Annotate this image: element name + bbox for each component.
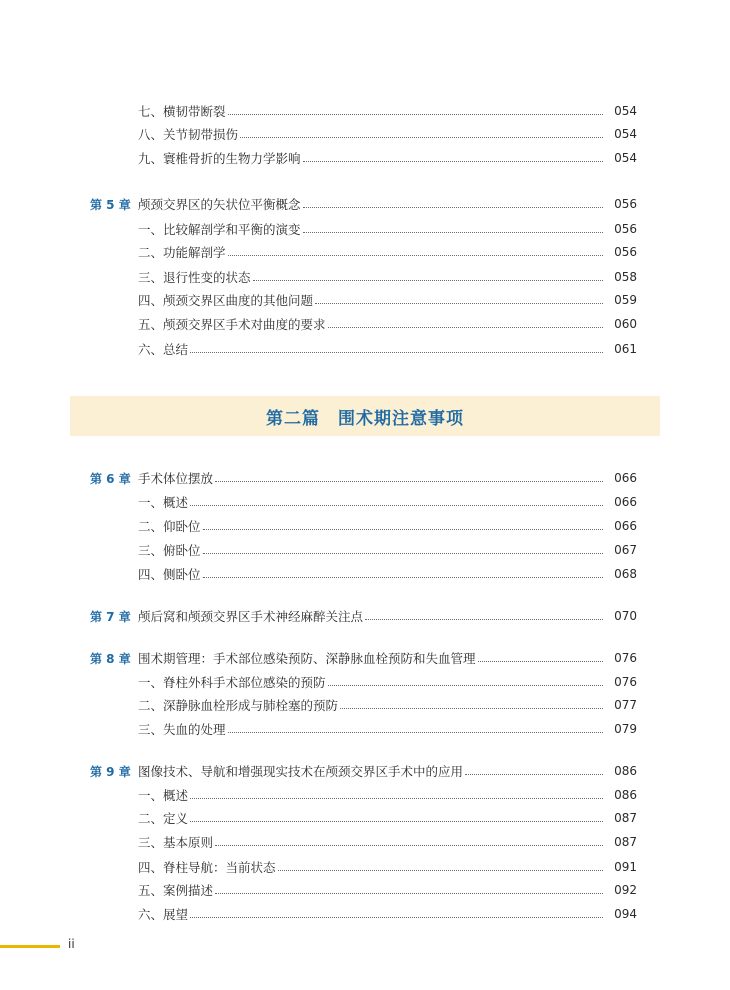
- entry-title: 一、概述: [138, 495, 189, 510]
- toc-section-row[interactable]: [0, 147, 730, 169]
- toc-line: [138, 858, 637, 876]
- toc-line: [138, 340, 637, 358]
- toc-section-row[interactable]: [0, 266, 730, 288]
- toc-line: [138, 315, 637, 333]
- entry-title: 围术期管理：手术部位感染预防、深静脉血栓预防和失血管理: [138, 651, 476, 666]
- toc-line: [138, 720, 637, 738]
- entry-title: 八、关节韧带损伤: [138, 127, 239, 142]
- dot-leader: [328, 326, 603, 328]
- chapter-number: 第 9 章: [90, 764, 131, 779]
- dot-leader: [190, 351, 603, 353]
- entry-page-number: 079: [614, 722, 637, 736]
- part-banner: [70, 396, 660, 436]
- toc-line: [138, 243, 637, 261]
- entry-title: 三、退行性变的状态: [138, 270, 251, 285]
- toc-line: [138, 541, 637, 559]
- dot-leader: [465, 773, 603, 775]
- toc-line: [138, 517, 637, 535]
- toc-line: [138, 786, 637, 804]
- dot-leader: [228, 254, 603, 256]
- footer-accent-bar: [0, 945, 60, 948]
- toc-chapter-row[interactable]: [0, 647, 730, 669]
- entry-page-number: 092: [614, 883, 637, 897]
- toc-line: [138, 149, 637, 167]
- entry-page-number: 076: [614, 675, 637, 689]
- entry-title: 三、俯卧位: [138, 543, 201, 558]
- toc-line: [138, 833, 637, 851]
- entry-page-number: 066: [614, 519, 637, 533]
- entry-title: 四、颅颈交界区曲度的其他问题: [138, 293, 314, 308]
- toc-line: [138, 696, 637, 714]
- entry-page-number: 086: [614, 788, 637, 802]
- entry-title: 九、寰椎骨折的生物力学影响: [138, 151, 301, 166]
- toc-section-row[interactable]: [0, 218, 730, 240]
- dot-leader: [303, 231, 603, 233]
- dot-leader: [190, 820, 603, 822]
- entry-page-number: 054: [614, 104, 637, 118]
- entry-page-number: 058: [614, 270, 637, 284]
- entry-page-number: 066: [614, 471, 637, 485]
- toc-line: [138, 268, 637, 286]
- dot-leader: [340, 707, 603, 709]
- toc-line: [138, 762, 637, 780]
- toc-section-row[interactable]: [0, 807, 730, 829]
- toc-line: [138, 809, 637, 827]
- toc-line: [138, 220, 637, 238]
- entry-title: 六、展望: [138, 907, 189, 922]
- entry-title: 四、侧卧位: [138, 567, 201, 582]
- toc-section-row[interactable]: [0, 718, 730, 740]
- dot-leader: [228, 731, 603, 733]
- entry-title: 三、基本原则: [138, 835, 214, 850]
- entry-page-number: 076: [614, 651, 637, 665]
- chapter-number: 第 7 章: [90, 609, 131, 624]
- entry-title: 二、定义: [138, 811, 189, 826]
- page-number: ii: [68, 937, 75, 951]
- toc-section-row[interactable]: [0, 515, 730, 537]
- entry-title: 手术体位摆放: [138, 471, 214, 486]
- entry-page-number: 068: [614, 567, 637, 581]
- entry-title: 一、比较解剖学和平衡的演变: [138, 222, 301, 237]
- entry-title: 颅颈交界区的矢状位平衡概念: [138, 197, 301, 212]
- entry-page-number: 087: [614, 835, 637, 849]
- part-title: 第二篇 围术期注意事项: [266, 408, 464, 429]
- entry-title: 四、脊柱导航：当前状态: [138, 860, 276, 875]
- toc-section-row[interactable]: [0, 694, 730, 716]
- toc-line: [138, 291, 637, 309]
- toc-section-row[interactable]: [0, 539, 730, 561]
- entry-title: 二、功能解剖学: [138, 245, 226, 260]
- dot-leader: [278, 869, 603, 871]
- entry-page-number: 059: [614, 293, 637, 307]
- toc-line: [138, 102, 637, 120]
- dot-leader: [240, 136, 603, 138]
- entry-page-number: 056: [614, 197, 637, 211]
- dot-leader: [190, 504, 603, 506]
- dot-leader: [203, 576, 603, 578]
- toc-section-row[interactable]: [0, 831, 730, 853]
- toc-section-row[interactable]: [0, 100, 730, 122]
- chapter-number: 第 5 章: [90, 197, 131, 212]
- toc-section-row[interactable]: [0, 491, 730, 513]
- dot-leader: [203, 552, 603, 554]
- entry-page-number: 060: [614, 317, 637, 331]
- entry-title: 六、总结: [138, 342, 189, 357]
- dot-leader: [315, 302, 603, 304]
- dot-leader: [203, 528, 603, 530]
- toc-line: [138, 125, 637, 143]
- toc-chapter-row[interactable]: [0, 760, 730, 782]
- dot-leader: [328, 684, 603, 686]
- dot-leader: [303, 160, 603, 162]
- dot-leader: [215, 480, 603, 482]
- toc-section-row[interactable]: [0, 338, 730, 360]
- entry-page-number: 077: [614, 698, 637, 712]
- entry-title: 图像技术、导航和增强现实技术在颅颈交界区手术中的应用: [138, 764, 464, 779]
- entry-title: 二、仰卧位: [138, 519, 201, 534]
- toc-section-row[interactable]: [0, 784, 730, 806]
- entry-title: 五、颅颈交界区手术对曲度的要求: [138, 317, 326, 332]
- toc-section-row[interactable]: [0, 241, 730, 263]
- dot-leader: [478, 660, 603, 662]
- toc-section-row[interactable]: [0, 289, 730, 311]
- toc-line: [138, 649, 637, 667]
- toc-line: [138, 673, 637, 691]
- entry-title: 一、脊柱外科手术部位感染的预防: [138, 675, 326, 690]
- toc-line: [138, 607, 637, 625]
- chapter-number: 第 8 章: [90, 651, 131, 666]
- dot-leader: [215, 844, 603, 846]
- entry-title: 二、深静脉血栓形成与肺栓塞的预防: [138, 698, 339, 713]
- dot-leader: [303, 206, 603, 208]
- toc-section-row[interactable]: [0, 903, 730, 925]
- toc-line: [138, 905, 637, 923]
- dot-leader: [253, 279, 603, 281]
- toc-line: [138, 469, 637, 487]
- entry-page-number: 054: [614, 151, 637, 165]
- entry-title: 颅后窝和颅颈交界区手术神经麻醉关注点: [138, 609, 364, 624]
- entry-page-number: 091: [614, 860, 637, 874]
- entry-page-number: 066: [614, 495, 637, 509]
- toc-chapter-row[interactable]: [0, 193, 730, 215]
- dot-leader: [190, 797, 603, 799]
- toc-line: [138, 195, 637, 213]
- toc-chapter-row[interactable]: [0, 467, 730, 489]
- entry-page-number: 056: [614, 222, 637, 236]
- entry-page-number: 061: [614, 342, 637, 356]
- entry-page-number: 067: [614, 543, 637, 557]
- toc-section-row[interactable]: [0, 123, 730, 145]
- entry-page-number: 056: [614, 245, 637, 259]
- dot-leader: [215, 892, 603, 894]
- toc-section-row[interactable]: [0, 563, 730, 585]
- toc-chapter-row[interactable]: [0, 605, 730, 627]
- entry-title: 三、失血的处理: [138, 722, 226, 737]
- toc-section-row[interactable]: [0, 671, 730, 693]
- entry-title: 五、案例描述: [138, 883, 214, 898]
- toc-section-row[interactable]: [0, 856, 730, 878]
- toc-line: [138, 565, 637, 583]
- dot-leader: [365, 618, 603, 620]
- entry-page-number: 094: [614, 907, 637, 921]
- entry-title: 一、概述: [138, 788, 189, 803]
- dot-leader: [190, 916, 603, 918]
- entry-page-number: 086: [614, 764, 637, 778]
- toc-section-row[interactable]: [0, 879, 730, 901]
- toc-section-row[interactable]: [0, 313, 730, 335]
- toc-line: [138, 881, 637, 899]
- chapter-number: 第 6 章: [90, 471, 131, 486]
- entry-page-number: 054: [614, 127, 637, 141]
- entry-title: 七、横韧带断裂: [138, 104, 226, 119]
- entry-page-number: 070: [614, 609, 637, 623]
- toc-line: [138, 493, 637, 511]
- entry-page-number: 087: [614, 811, 637, 825]
- dot-leader: [228, 113, 603, 115]
